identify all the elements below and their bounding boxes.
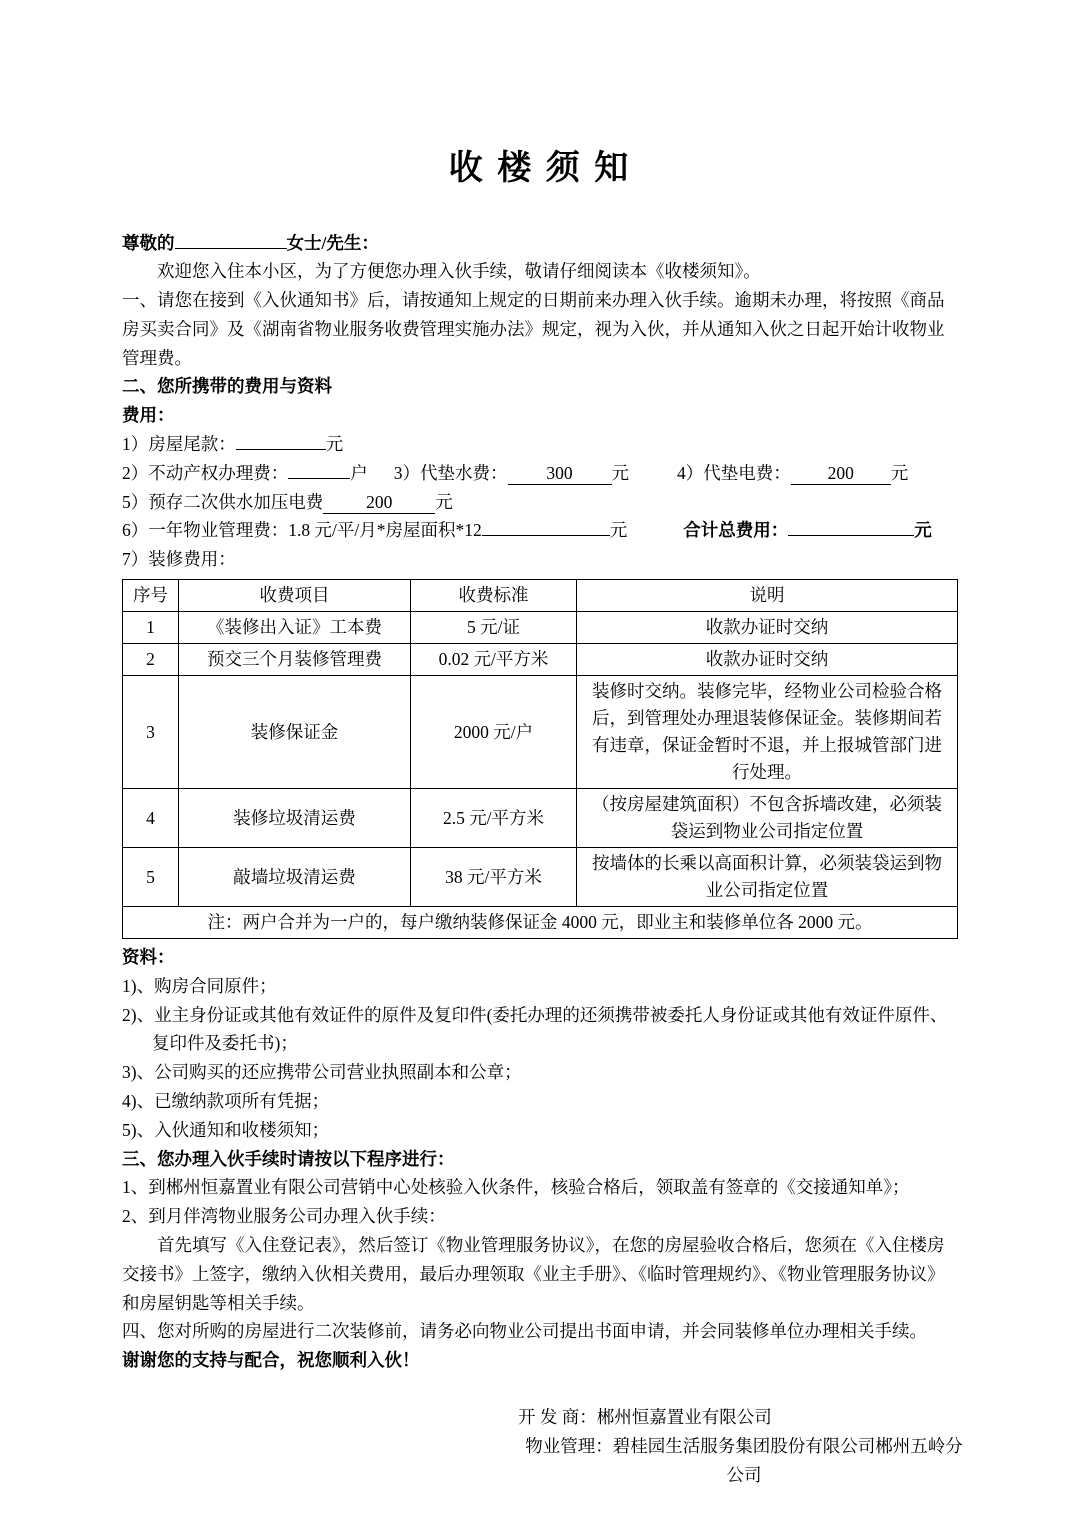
table-cell-standard: 2.5 元/平方米 [411, 789, 577, 848]
table-cell-standard: 0.02 元/平方米 [411, 644, 577, 676]
fee-table [122, 579, 958, 939]
table-cell-index: 4 [123, 789, 179, 848]
table-cell-item: 装修垃圾清运费 [179, 789, 411, 848]
section3-item-2-detail: 首先填写《入住登记表》，然后签订《物业管理服务协议》，在您的房屋验收合格后，您须在《入住楼房交接书》上签字，缴纳入伙相关费用，最后办理领取《业主手册》、《临时管理规约》、《物业管理服务协议》和房屋钥匙等相关手续。 [122, 1235, 945, 1313]
section1-paragraph: 一、请您在接到《入伙通知书》后，请按通知上规定的日期前来办理入伙手续。逾期未办理，将按照《商品房买卖合同》及《湖南省物业服务收费管理实施办法》规定，视为入伙，并从通知入伙之日起开始计收物业管理费。 [122, 290, 945, 368]
fee-line-7: 7）装修费用： [122, 549, 236, 570]
total-fee-blank [788, 519, 914, 537]
fee5-label: 5）预存二次供水加压电费 [122, 491, 324, 512]
column-header-index: 序号 [123, 580, 179, 612]
list-item: 3)、公司购买的还应携带公司营业执照副本和公章； [122, 1062, 522, 1083]
column-header-item: 收费项目 [179, 580, 411, 612]
fee1-label: 1）房屋尾款： [122, 434, 236, 455]
fee5-unit: 元 [435, 491, 453, 512]
table-row [123, 789, 958, 848]
house-balance-blank [236, 433, 326, 451]
water-pressure-fee-blank: 200 [323, 492, 435, 514]
fee-line-1 [122, 430, 958, 459]
signature-block [518, 1403, 970, 1489]
fee4-label: 4）代垫电费： [677, 462, 791, 483]
table-cell-index: 1 [123, 612, 179, 644]
welcome-paragraph: 欢迎您入住本小区，为了方便您办理入伙手续，敬请仔细阅读本《收楼须知》。 [157, 261, 761, 282]
fee-line-6 [122, 516, 958, 545]
table-cell-description: 按墙体的长乘以高面积计算，必须装袋运到物业公司指定位置 [577, 848, 958, 907]
table-cell-index: 5 [123, 848, 179, 907]
list-item: 2)、业主身份证或其他有效证件的原件及复印件(委托办理的还须携带被委托人身份证或其他有效证件原件、复印件及委托书)； [122, 1004, 948, 1054]
table-cell-item: 预交三个月装修管理费 [179, 644, 411, 676]
total-fee-unit: 元 [914, 520, 932, 541]
fee-table-note-row [123, 907, 958, 939]
developer-line: 开 发 商：郴州恒嘉置业有限公司 [518, 1407, 772, 1428]
table-cell-description: 收款办证时交纳 [577, 644, 958, 676]
table-cell-description: 装修时交纳。装修完毕，经物业公司检验合格后，到管理处办理退装修保证金。装修期间若有违章，保证金暂时不退，并上报城管部门进行处理。 [577, 676, 958, 789]
property-management-line: 物业管理：碧桂园生活服务集团股份有限公司郴州五岭分公司 [525, 1435, 963, 1485]
list-item: 4)、已缴纳款项所有凭据； [122, 1091, 330, 1112]
fee-table-header-row [123, 580, 958, 612]
salutation-prefix: 尊敬的 [122, 232, 175, 253]
fee1-unit: 元 [325, 434, 344, 455]
table-row [123, 612, 958, 644]
table-row [123, 644, 958, 676]
fee3-unit: 元 [611, 462, 629, 483]
fee2-label: 2）不动产权办理费： [122, 462, 289, 483]
fee3-label: 3）代垫水费： [393, 462, 508, 483]
table-cell-standard: 38 元/平方米 [411, 848, 577, 907]
fee-line-2 [122, 459, 958, 488]
registration-fee-blank [288, 461, 350, 479]
column-header-standard: 收费标准 [411, 580, 577, 612]
name-blank-underline [175, 231, 287, 249]
table-cell-description: 收款办证时交纳 [577, 612, 958, 644]
table-row [123, 676, 958, 789]
management-fee-blank [482, 519, 610, 537]
fee6-label: 6）一年物业管理费：1.8 元/平/月*房屋面积*12 [122, 520, 482, 541]
section4-paragraph: 四、您对所购的房屋进行二次装修前，请务必向物业公司提出书面申请，并会同装修单位办理相关手续。 [122, 1321, 927, 1342]
water-fee-blank: 300 [508, 463, 612, 485]
salutation-suffix: 女士/先生： [286, 232, 379, 253]
section3-heading: 三、您办理入伙手续时请按以下程序进行： [122, 1148, 455, 1169]
table-cell-standard: 5 元/证 [411, 612, 577, 644]
total-fee-label: 合计总费用： [683, 520, 789, 541]
table-cell-index: 3 [123, 676, 179, 789]
materials-heading: 资料： [122, 947, 175, 968]
fee4-unit: 元 [890, 462, 909, 483]
list-item: 5)、入伙通知和收楼须知； [122, 1119, 330, 1140]
fee-table-note: 注：两户合并为一户的，每户缴纳装修保证金 4000 元，即业主和装修单位各 2000 元。 [123, 907, 958, 939]
electricity-fee-blank: 200 [791, 463, 891, 485]
table-cell-index: 2 [123, 644, 179, 676]
salutation-line [122, 229, 958, 258]
fees-heading: 费用： [122, 405, 175, 426]
fee6-unit: 元 [609, 520, 628, 541]
table-cell-item: 装修保证金 [179, 676, 411, 789]
table-cell-description: （按房屋建筑面积）不包含拆墙改建，必须装袋运到物业公司指定位置 [577, 789, 958, 848]
section3-item-1: 1、到郴州恒嘉置业有限公司营销中心处核验入伙条件，核验合格后，领取盖有签章的《交接通知单》； [122, 1177, 910, 1198]
fee-line-5 [122, 488, 958, 517]
table-row [123, 848, 958, 907]
table-cell-item: 敲墙垃圾清运费 [179, 848, 411, 907]
materials-list [122, 972, 958, 1145]
list-item: 1)、购房合同原件； [122, 975, 277, 996]
page-title: 收 楼 须 知 [448, 150, 632, 187]
section3-item-2: 2、到月伴湾物业服务公司办理入伙手续： [122, 1206, 446, 1227]
section2-heading: 二、您所携带的费用与资料 [122, 376, 332, 397]
fee2-unit: 户 [350, 462, 368, 483]
table-cell-item: 《装修出入证》工本费 [179, 612, 411, 644]
column-header-description: 说明 [577, 580, 958, 612]
closing-line: 谢谢您的支持与配合，祝您顺利入伙！ [122, 1350, 420, 1371]
table-cell-standard: 2000 元/户 [411, 676, 577, 789]
